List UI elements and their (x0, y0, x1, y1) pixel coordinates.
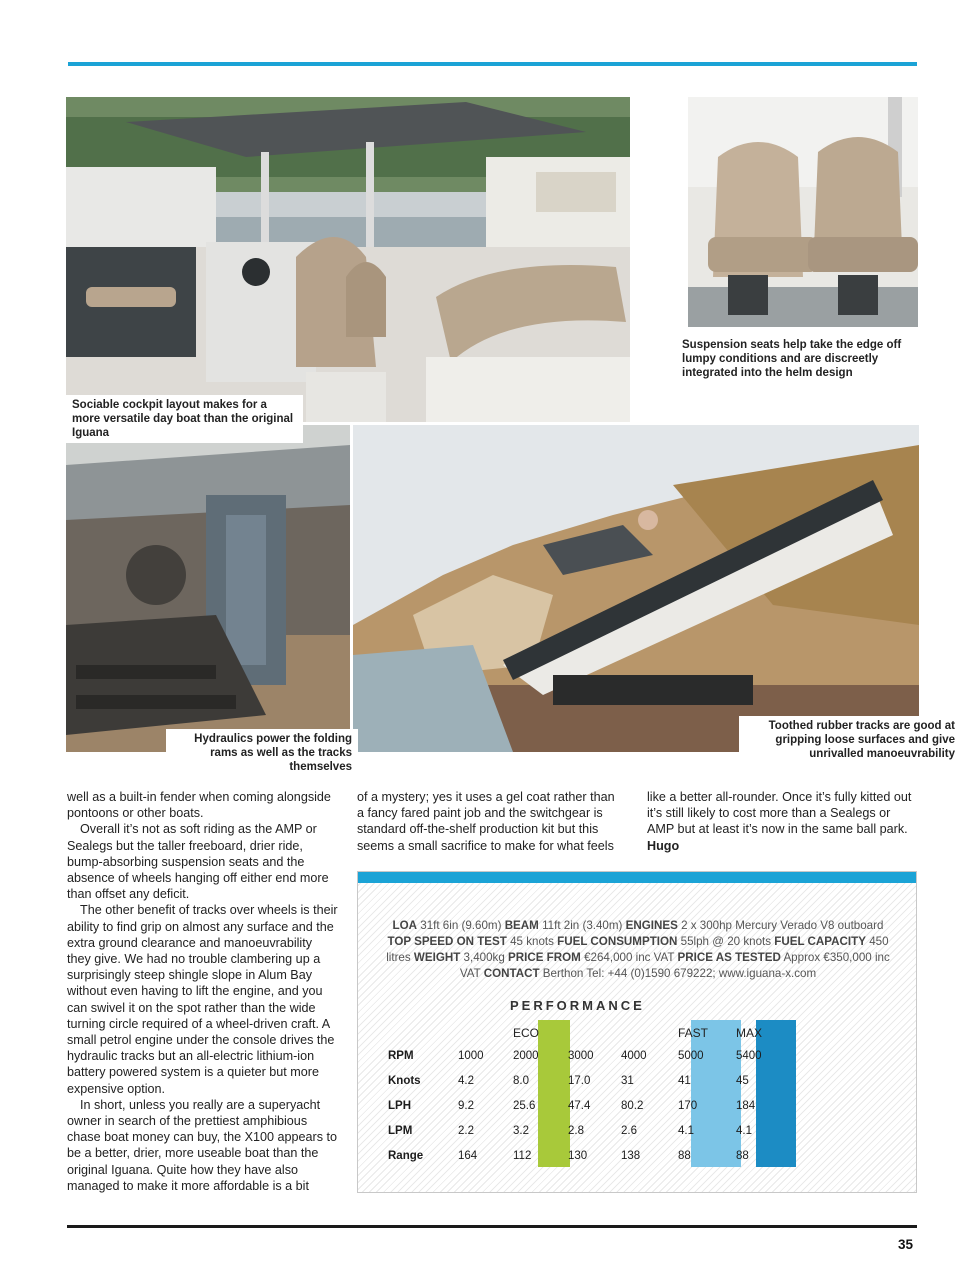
header-fast: FAST (678, 1026, 709, 1040)
spec-label-price-tested: PRICE AS TESTED (677, 951, 781, 964)
caption-cockpit: Sociable cockpit layout makes for a more versatile day boat than the original Iguana (66, 395, 303, 443)
spec-value-loa: 31ft 6in (9.60m) (420, 919, 502, 932)
spec-value-weight: 3,400kg (463, 951, 505, 964)
article-column-2 (357, 789, 619, 854)
table-cell: 88 (678, 1150, 691, 1162)
table-cell: 8.0 (513, 1075, 529, 1087)
table-cell: 3000 (568, 1050, 594, 1062)
table-row (386, 1050, 806, 1075)
table-cell: 4.1 (736, 1125, 752, 1137)
spec-value-beam: 11ft 2in (3.40m) (542, 919, 623, 932)
article-column-1 (67, 789, 339, 1194)
spec-text (382, 918, 894, 982)
row-label: LPM (388, 1125, 413, 1137)
paragraph: of a mystery; yes it uses a gel coat rather than a fancy fared paint job and the switchgear is standard off-the-shelf production kit but this seems a small sacrifice to make for what feels (357, 790, 615, 853)
spec-label-beam: BEAM (504, 919, 539, 932)
photo-cockpit (66, 97, 630, 422)
header-max: MAX (736, 1026, 763, 1040)
paragraph: well as a built-in fender when coming alongside pontoons or other boats. (67, 790, 331, 821)
spec-label-contact: CONTACT (483, 967, 540, 980)
table-cell: 4.1 (678, 1125, 694, 1137)
table-cell: 9.2 (458, 1100, 474, 1112)
table-cell: 5400 (736, 1050, 762, 1062)
spec-value-fuel-capacity: 450 litres (386, 935, 889, 964)
table-cell: 2000 (513, 1050, 539, 1062)
table-cell: 2.8 (568, 1125, 584, 1137)
table-cell: 17.0 (568, 1075, 591, 1087)
paragraph: The other benefit of tracks over wheels is their ability to find grip on almost any surface and the extra ground clearance and manoeuvrability they give. We had no trouble clambering up a surprisingly steep shingle slope in Alum Bay without even having to lift the engine, and you can swivel it on the spot rather than the wide turning circle required of a wheel-driven craft. A small petrol engine under the console drives the hydraulic tracks but an all-electric lithium-ion battery powered system is a quieter but more expensive option. (67, 903, 338, 1096)
photo-hydraulics (66, 425, 350, 752)
header-eco: ECO (513, 1026, 540, 1040)
spec-value-fuel-consumption: 55lph @ 20 knots (680, 935, 772, 948)
table-cell: 25.6 (513, 1100, 536, 1112)
performance-table (386, 1020, 806, 1168)
spec-panel-top-bar (358, 872, 916, 883)
table-cell: 5000 (678, 1050, 704, 1062)
table-row (386, 1075, 806, 1100)
table-cell: 138 (621, 1150, 641, 1162)
row-label: Range (388, 1150, 424, 1162)
spec-value-price-tested: Approx €350,000 inc VAT (459, 951, 890, 980)
table-row (386, 1100, 806, 1125)
page-number: 35 (898, 1237, 914, 1252)
table-cell: 45 (736, 1075, 749, 1087)
spec-value-top-speed: 45 knots (510, 935, 554, 948)
bottom-rule (67, 1225, 917, 1228)
performance-title: PERFORMANCE (510, 998, 645, 1013)
spec-label-fuel-capacity: FUEL CAPACITY (774, 935, 866, 948)
spec-label-fuel-consumption: FUEL CONSUMPTION (557, 935, 678, 948)
photo-tracks-beach (353, 425, 919, 752)
article-column-3 (647, 789, 917, 854)
paragraph-text: like a better all-rounder. Once it’s fully kitted out it’s still likely to cost more than a Sealegs or AMP but at least it’s now in the same ball park. (647, 790, 912, 837)
caption-hydraulics: Hydraulics power the folding rams as well as the tracks themselves (166, 729, 358, 777)
table-cell: 164 (458, 1150, 478, 1162)
author-signature: Hugo (647, 838, 680, 853)
table-cell: 31 (621, 1075, 634, 1087)
spec-panel (357, 871, 917, 1193)
table-cell: 3.2 (513, 1125, 529, 1137)
table-cell: 80.2 (621, 1100, 644, 1112)
spec-label-top-speed: TOP SPEED ON TEST (387, 935, 507, 948)
spec-label-engines: ENGINES (625, 919, 678, 932)
top-accent-rule (68, 62, 917, 66)
table-cell: 170 (678, 1100, 698, 1112)
spec-label-loa: LOA (392, 919, 418, 932)
table-cell: 41 (678, 1075, 691, 1087)
spec-value-price: €264,000 inc VAT (584, 951, 675, 964)
table-cell: 4000 (621, 1050, 647, 1062)
table-cell: 112 (513, 1150, 532, 1162)
row-label: Knots (388, 1075, 421, 1087)
row-label: RPM (388, 1050, 414, 1062)
row-label: LPH (388, 1100, 411, 1112)
photo-seats (688, 97, 918, 327)
spec-label-price: PRICE FROM (508, 951, 581, 964)
table-row (386, 1125, 806, 1150)
paragraph: In short, unless you really are a superyacht owner in search of the prettiest amphibious chase boat money can buy, the X100 appears to be a better, drier, more useable boat than the original Iguana. Quite how they have also managed to make it more affordable is a bit (67, 1097, 338, 1193)
spec-value-contact: Berthon Tel: +44 (0)1590 679222; www.iguana-x.com (542, 967, 817, 980)
table-cell: 130 (568, 1150, 588, 1162)
table-cell: 2.6 (621, 1125, 637, 1137)
table-cell: 1000 (458, 1050, 484, 1062)
spec-label-weight: WEIGHT (413, 951, 461, 964)
paragraph: Overall it’s not as soft riding as the AMP or Sealegs but the taller freeboard, drier ride, bump-absorbing suspension seats and the absence of wheels hanging off either end more than offset any deficit. (67, 822, 329, 902)
paragraph (647, 789, 917, 854)
table-cell: 47.4 (568, 1100, 591, 1112)
table-cell: 184 (736, 1100, 756, 1112)
spec-value-engines: 2 x 300hp Mercury Verado V8 outboard (681, 919, 884, 932)
table-cell: 88 (736, 1150, 749, 1162)
table-cell: 2.2 (458, 1125, 474, 1137)
caption-tracks: Toothed rubber tracks are good at gripping loose surfaces and give unrivalled manoeuvrability (739, 716, 961, 764)
caption-seats: Suspension seats help take the edge off lumpy conditions and are discreetly integrated into the helm design (682, 339, 902, 379)
table-row (386, 1150, 806, 1175)
table-cell: 4.2 (458, 1075, 474, 1087)
